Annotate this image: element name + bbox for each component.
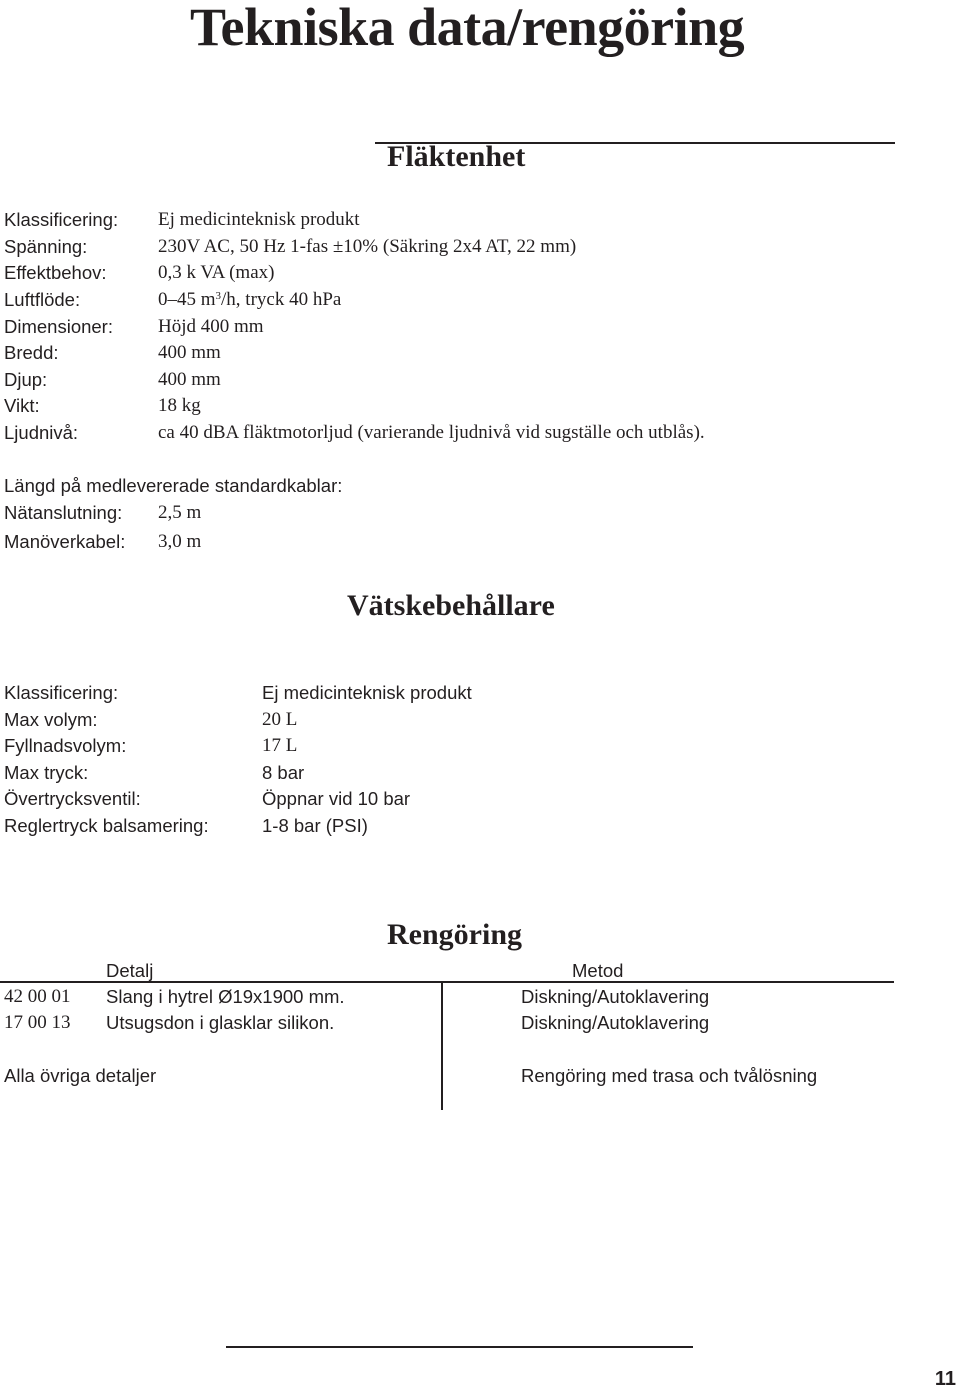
row-code: 42 00 01 [4, 986, 71, 1007]
spec-label: Max volym: [4, 709, 98, 730]
spec-value: Ej medicinteknisk produkt [262, 682, 472, 703]
spec-value: 18 kg [158, 395, 201, 416]
spec-label: Vikt: [4, 395, 40, 416]
spec-label: Luftflöde: [4, 289, 81, 310]
row-other-label: Alla övriga detaljer [4, 1065, 157, 1086]
row-code: 17 00 13 [4, 1012, 71, 1033]
cable-heading: Längd på medlevererade standardkablar: [4, 475, 343, 496]
spec-value-pre: 0–45 m [158, 289, 216, 310]
page-title: Tekniska data/rengöring [190, 0, 745, 57]
spec-value: 20 L [262, 709, 298, 730]
footer-rule [226, 1346, 693, 1348]
cable-value: 2,5 m [158, 502, 202, 523]
spec-label: Dimensioner: [4, 316, 113, 337]
page-number: 11 [934, 1368, 956, 1390]
spec-value-sup: 3 [215, 290, 222, 302]
spec-value: Höjd 400 mm [158, 316, 264, 337]
column-header-method: Metod [572, 960, 624, 981]
spec-label: Klassificering: [4, 209, 119, 230]
spec-label: Klassificering: [4, 682, 119, 703]
cable-label: Nätanslutning: [4, 502, 123, 523]
spec-value: 1-8 bar (PSI) [262, 815, 368, 836]
spec-value [158, 289, 341, 311]
spec-value: 400 mm [158, 342, 221, 363]
spec-label: Djup: [4, 369, 48, 390]
spec-label: Ljudnivå: [4, 422, 79, 443]
spec-label: Spänning: [4, 236, 88, 257]
spec-label: Bredd: [4, 342, 59, 363]
spec-value: 8 bar [262, 762, 305, 783]
spec-value: 17 L [262, 735, 298, 756]
section-heading-container: Vätskebehållare [347, 589, 555, 622]
spec-value: Ej medicinteknisk produkt [158, 209, 360, 230]
row-method: Diskning/Autoklavering [521, 1012, 710, 1033]
spec-label: Reglertryck balsamering: [4, 815, 209, 836]
spec-value: 230V AC, 50 Hz 1-fas ±10% (Säkring 2x4 AT, 22 mm) [158, 236, 577, 257]
table-column-divider [441, 983, 443, 1110]
spec-value: 0,3 k VA (max) [158, 262, 275, 283]
row-detail: Utsugsdon i glasklar silikon. [106, 1012, 335, 1033]
spec-label: Fyllnadsvolym: [4, 735, 127, 756]
spec-label: Max tryck: [4, 762, 89, 783]
spec-label: Effektbehov: [4, 262, 107, 283]
spec-value: 400 mm [158, 369, 221, 390]
table-header-rule [0, 981, 894, 983]
row-method: Diskning/Autoklavering [521, 986, 710, 1007]
section-heading-fan: Fläktenhet [387, 140, 526, 173]
cable-value: 3,0 m [158, 531, 202, 552]
row-other-method: Rengöring med trasa och tvålösning [521, 1065, 818, 1086]
row-detail: Slang i hytrel Ø19x1900 mm. [106, 986, 345, 1007]
spec-value-post: /h, tryck 40 hPa [221, 289, 342, 310]
spec-label: Övertrycksventil: [4, 788, 141, 809]
spec-value: ca 40 dBA fläktmotorljud (varierande ljudnivå vid sugställe och utblås). [158, 422, 705, 443]
cable-label: Manöverkabel: [4, 531, 126, 552]
spec-value: Öppnar vid 10 bar [262, 788, 411, 809]
column-header-detail: Detalj [106, 960, 154, 981]
section-heading-cleaning: Rengöring [387, 918, 522, 951]
